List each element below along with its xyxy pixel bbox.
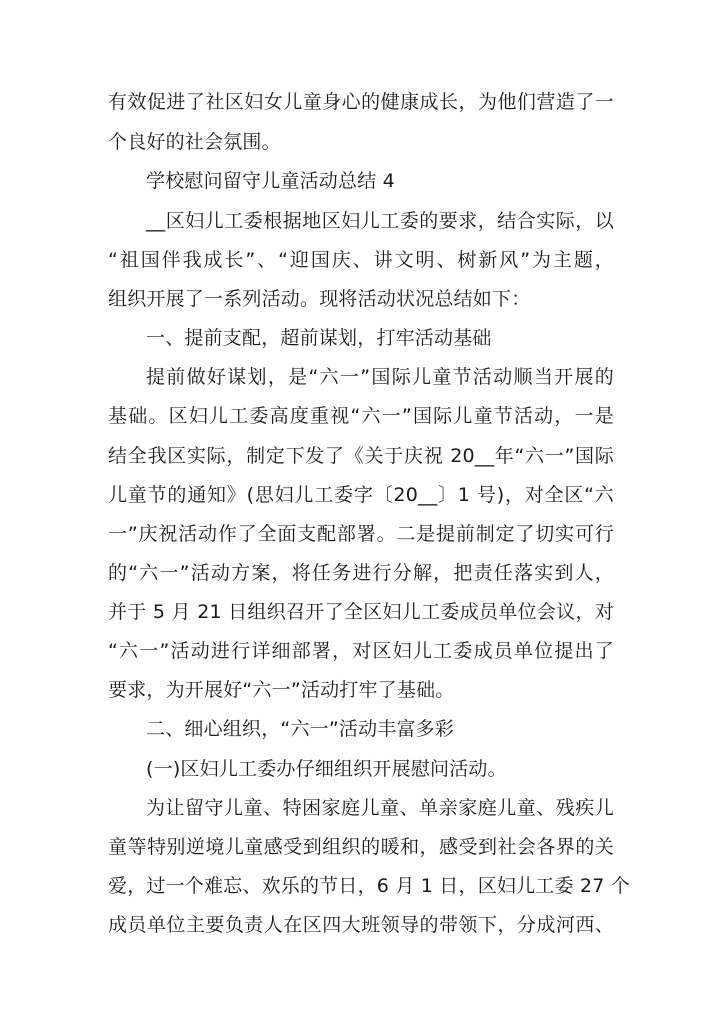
text-line-11: 儿童节的通知》(思妇儿工委字〔20__〕1 号)，对全区“六 bbox=[108, 484, 614, 506]
text-line-22: 成员单位主要负责人在区四大班领导的带领下，分成河西、 bbox=[108, 914, 614, 936]
text-line-21: 爱，过一个难忘、欢乐的节日，6 月 1 日，区妇儿工委 27 个 bbox=[108, 875, 630, 897]
text-line-14: 并于 5 月 21 日组织召开了全区妇儿工委成员单位会议，对 bbox=[108, 601, 614, 623]
section-heading-4: 学校慰问留守儿童活动总结 4 bbox=[146, 170, 395, 192]
text-line-12: 一”庆祝活动作了全面支配部署。二是提前制定了切实可行 bbox=[108, 523, 614, 545]
text-line-6: 组织开展了一系列活动。现将活动状况总结如下： bbox=[108, 288, 531, 310]
text-line-4: __区妇儿工委根据地区妇儿工委的要求，结合实际，以 bbox=[146, 210, 614, 232]
text-line-5: “祖国伴我成长”、“迎国庆、讲文明、树新风”为主题， bbox=[108, 249, 614, 271]
text-line-15: “六一”活动进行详细部署，对区妇儿工委成员单位提出了 bbox=[108, 640, 614, 662]
subheading-2-1: (一)区妇儿工委办仔细组织开展慰问活动。 bbox=[146, 758, 507, 780]
text-line-10: 结全我区实际，制定下发了《关于庆祝 20__年“六一”国际 bbox=[108, 445, 614, 467]
text-line-8: 提前做好谋划，是“六一”国际儿童节活动顺当开展的 bbox=[146, 366, 614, 388]
text-line-2: 个良好的社会氛围。 bbox=[108, 131, 281, 153]
text-line-1: 有效促进了社区妇女儿童身心的健康成长，为他们营造了一 bbox=[108, 91, 614, 113]
text-line-9: 基础。区妇儿工委高度重视“六一”国际儿童节活动，一是 bbox=[108, 405, 614, 427]
text-line-13: 的“六一”活动方案，将任务进行分解，把责任落实到人， bbox=[108, 562, 614, 584]
text-line-20: 童等特别逆境儿童感受到组织的暖和，感受到社会各界的关 bbox=[108, 836, 614, 858]
subheading-2: 二、细心组织，“六一”活动丰富多彩 bbox=[146, 718, 455, 740]
text-line-19: 为让留守儿童、特困家庭儿童、单亲家庭儿童、残疾儿 bbox=[146, 797, 614, 819]
text-line-16: 要求，为开展好“六一”活动打牢了基础。 bbox=[108, 679, 455, 701]
subheading-1: 一、提前支配，超前谋划，打牢活动基础 bbox=[146, 327, 492, 349]
